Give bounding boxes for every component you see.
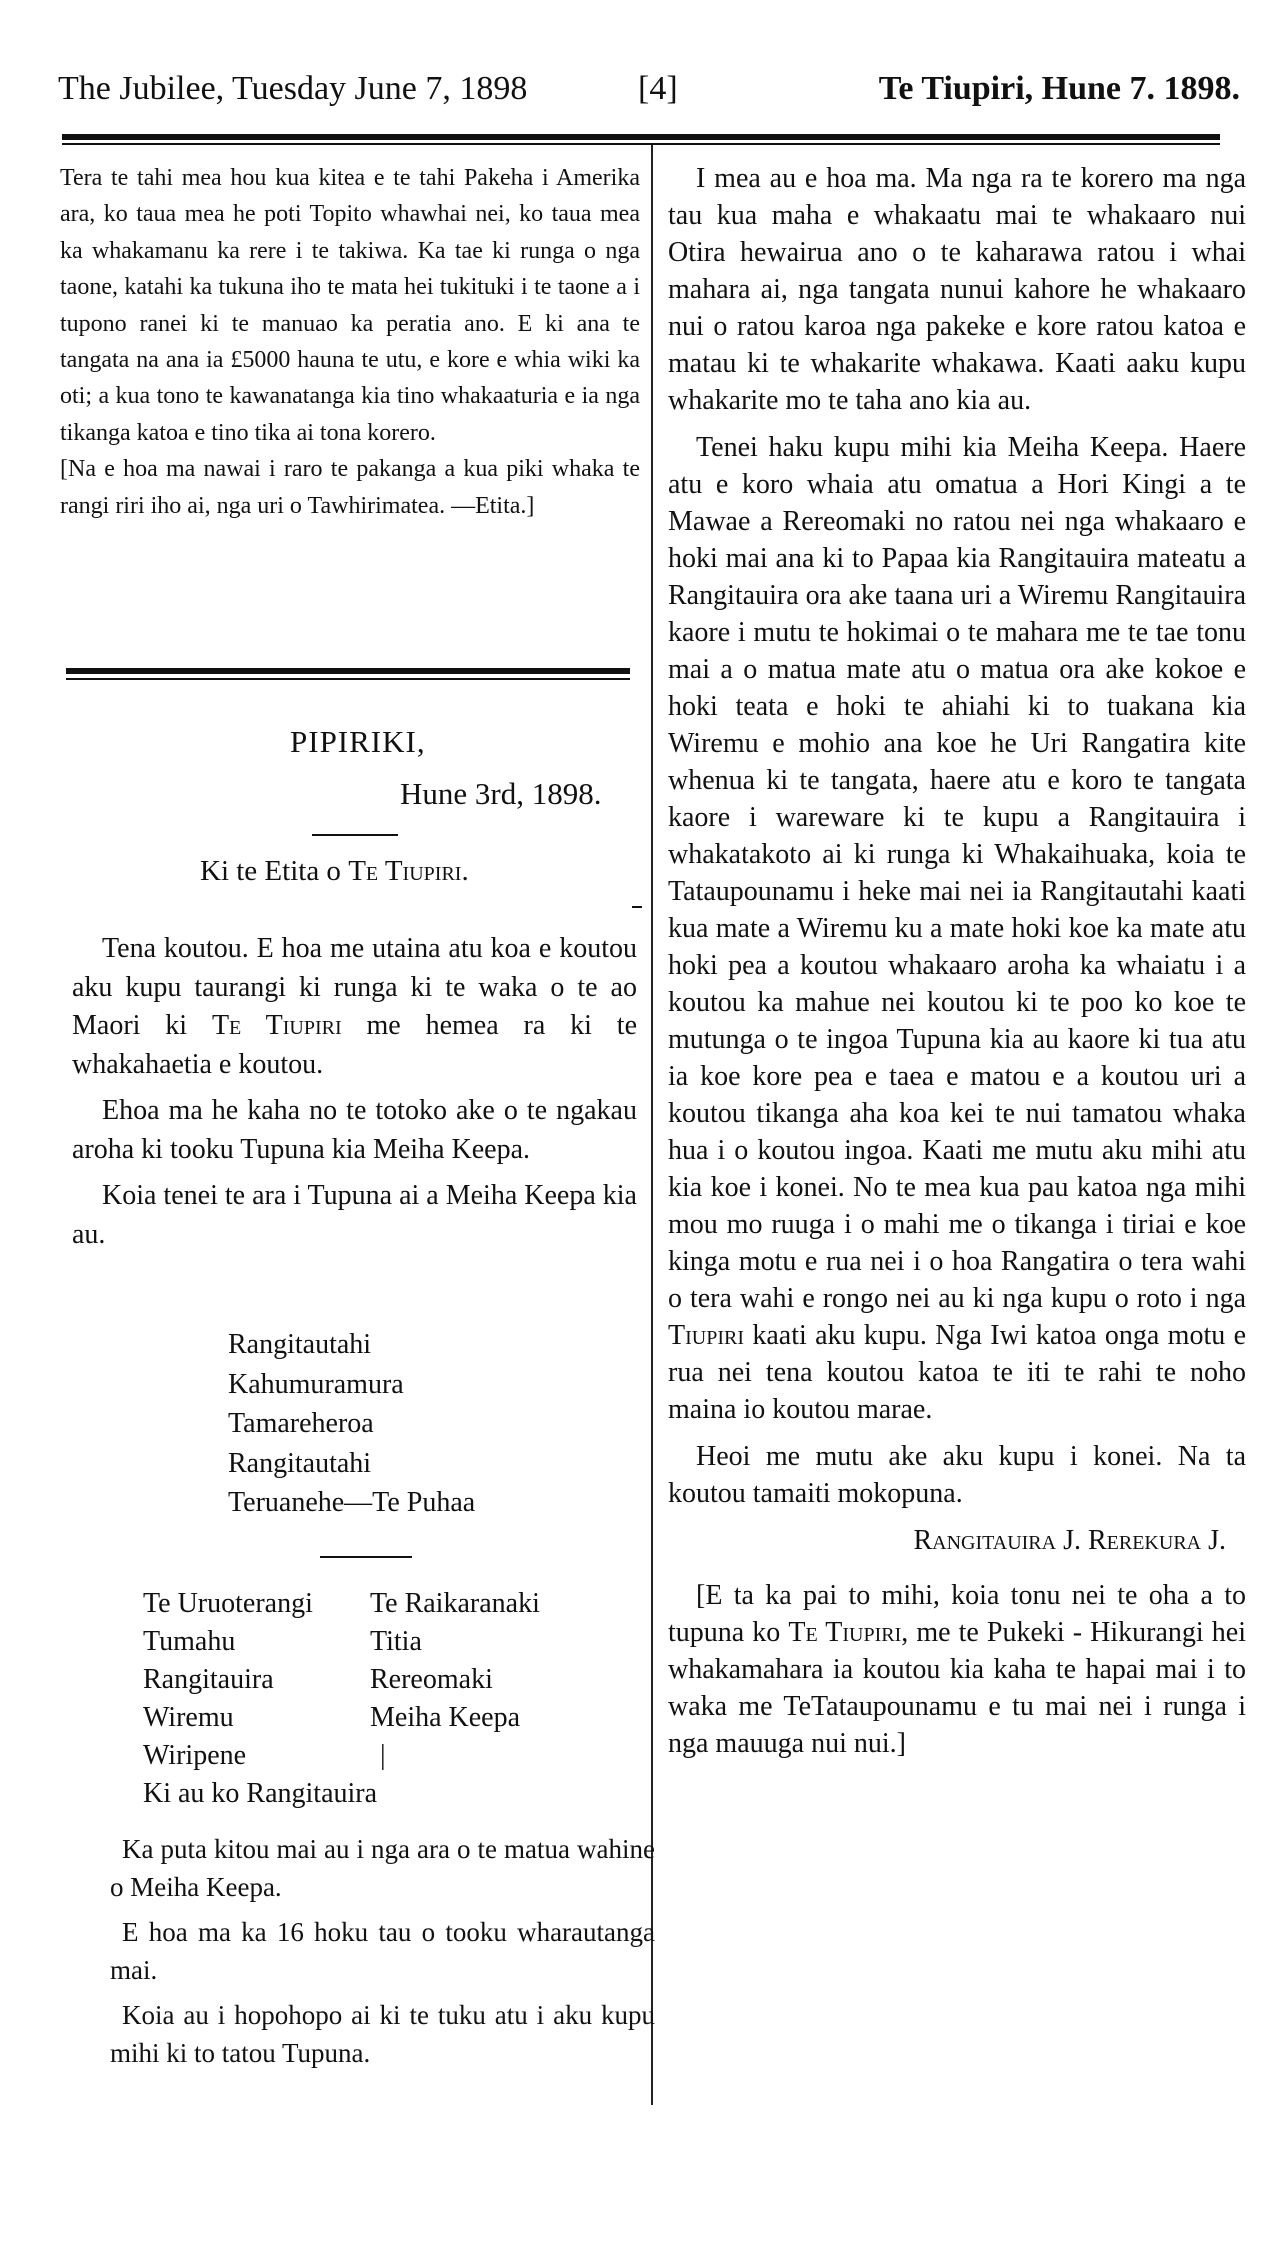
- editor-reply: [668, 1577, 1246, 1762]
- genealogy-item: Kahumuramura: [228, 1368, 404, 1400]
- genealogy-right: Te Raikaranaki: [370, 1588, 540, 1619]
- header-left: The Jubilee, Tuesday June 7, 1898: [58, 70, 528, 107]
- section-rule-thick: [66, 668, 630, 674]
- letter-paragraph: [72, 930, 637, 1084]
- section-rule-thin: [66, 678, 630, 680]
- reply-a: [E ta ka pai to mihi, koia tonu nei te oha a to tupuna ko: [668, 1580, 1246, 1648]
- letter-place: PIPIRIKI,: [290, 724, 426, 759]
- closing-paragraph: E hoa ma ka 16 hoku tau o tooku wharautanga mai.: [110, 1917, 655, 1985]
- genealogy-row: [143, 1737, 573, 1775]
- closing-paragraph: Ka puta kitou mai au i nga ara o te matua wahine o Meiha Keepa.: [110, 1834, 655, 1902]
- right-p2-b: kaati aku kupu. Nga Iwi katoa onga motu e rua nei tena koutou katoa te iti te rahi te noho maina io koutou marae.: [668, 1320, 1247, 1425]
- column-divider: [651, 145, 653, 2105]
- right-paragraph: [668, 429, 1246, 1428]
- genealogy-right: Titia: [370, 1626, 422, 1657]
- genealogy-item: Rangitautahi: [228, 1447, 372, 1479]
- salutation-paper: Te Tiupiri.: [348, 855, 469, 887]
- letter-paragraph: Ehoa ma he kaha no te totoko ake o te ngakau aroha ki tooku Tupuna kia Meiha Keepa.: [72, 1095, 637, 1165]
- salutation-prefix: Ki te Etita o: [200, 855, 341, 887]
- genealogy-left: Ki au ko Rangitauira: [143, 1778, 378, 1809]
- genealogy-left: Wiremu: [143, 1702, 234, 1733]
- genealogy-left: Wiripene: [143, 1740, 247, 1771]
- right-paragraph: Heoi me mutu ake aku kupu i konei. Na ta koutou tamaiti mokopuna.: [668, 1441, 1246, 1509]
- genealogy-left: Tumahu: [143, 1626, 236, 1657]
- short-rule: [320, 1556, 412, 1558]
- header-rule-thin: [62, 143, 1220, 145]
- genealogy-row: [143, 1661, 573, 1699]
- letter-paragraph: Koia tenei te ara i Tupuna ai a Meiha Keepa kia au.: [72, 1180, 637, 1250]
- genealogy-list: [228, 1325, 475, 1523]
- reply-paper: Te Tiupiri,: [788, 1617, 909, 1648]
- right-column: [668, 160, 1246, 1772]
- genealogy-left: Rangitauira: [143, 1664, 274, 1695]
- genealogy-row: [143, 1623, 573, 1661]
- genealogy-left: Te Uruoterangi: [143, 1588, 313, 1619]
- letter-p1-a: Tena koutou. E hoa me utaina atu koa e koutou aku kupu taurangi ki runga ki te waka o te ao Maori ki: [72, 933, 637, 1041]
- genealogy-row: [143, 1585, 573, 1623]
- letter-closing: [110, 1830, 655, 2079]
- genealogy-row: [143, 1699, 573, 1737]
- header-right: Te Tiupiri, Hune 7. 1898.: [878, 70, 1240, 107]
- right-paragraph: I mea au e hoa ma. Ma nga ra te korero ma nga tau kua maha e whakaatu mai te whakaaro nui Otira hewairua ano o te kaharawa ratou i whai mahara ai, nga tangata nunui kahore he whakaaro nui o ratou karoa nga pakeke e kore ratou katoa e matau ki te whakarite whakawa. Kaati aaku kupu whakarite mo te taha ano kia au.: [668, 163, 1246, 416]
- news-notice: [60, 160, 640, 524]
- closing-paragraph: Koia au i hopohopo ai ki te tuku atu i aku kupu mihi ki to tatou Tupuna.: [110, 2000, 655, 2068]
- left-column: [60, 160, 640, 524]
- page-header: [58, 70, 1240, 130]
- letter-body: [72, 930, 637, 1262]
- genealogy-right: |: [380, 1740, 386, 1771]
- letter-date: Hune 3rd, 1898.: [400, 776, 602, 811]
- genealogy-item: Tamareheroa: [228, 1408, 374, 1439]
- letter-p1-paper: Te Tiupiri: [211, 1010, 342, 1041]
- page-number: [4]: [638, 70, 678, 107]
- genealogy-right: Rereomaki: [370, 1664, 493, 1695]
- right-p2-a: Tenei haku kupu mihi kia Meiha Keepa. Haere atu e koro whaia atu omatua a Hori Kingi a te Mawae a Rereomaki no ratou nei nga whakaaro e hoki mai ana ki to Papaa kia Rangitauira mateatu a Rangitauira ora ake taana uri a Wiremu Rangitauira kaore i mutu te hokimai o te mahara me te tae tonu mai a o matua mate atu o matua ora ake kokoe e hoki teata e hoki te ahiahi ki to tuakana kia Wiremu e mohio ana koe he Uri Rangatira kite whenua ki te tangata, haere atu e koro te tangata kaore i wareware ki te kupu a Rangitauira i whakatakoto ai ki runga ki Whakaihuaka, koia te Tataupounamu i heke mai nei ia Rangitautahi kaati kua mate a Wiremu ku a mate hoki koe ka mate atu hoki pea a koutou whakaaro aroha ka whaiatu i a koutou ka mahue nei koutou ki te poo ko koe te mutunga o te ingoa Tupuna kia au kaore ki tua atu ia koe kore pea e taea e matou e a koutou uri a koutou tikanga aha koa kei te nui tamatou whaka hua i o koutou ingoa. Kaati me mutu aku mihi atu kia koe i konei. No te mea kua pau katoa nga mihi mou mo ruuga i o mahi me o tikanga i tiriai e koe kinga motu e rua nei i o hoa Rangatira o tera wahi o tera wahi e rongo nei au ki nga kupu o roto i nga: [668, 432, 1246, 1314]
- short-rule-mark: [632, 906, 642, 908]
- notice-text: Tera te tahi mea hou kua kitea e te tahi Pakeha i Amerika ara, ko taua mea he poti Topito whawhai nei, ko taua mea ka whakamanu ka rere i te takiwa. Ka tae ki runga o nga taone, katahi ka tukuna iho te mata hei tukituki i te taone a i tupono ranei ki te manuao ka peratia ano. E ki ana te tangata na ana ia £5000 hauna te utu, e kore e whia wiki ka oti; a kua tono te kawanatanga kia tino whakaaturia e ia nga tikanga katoa e tino tika ai tona korero.: [60, 165, 640, 446]
- letter-p1-b: me hemea ra ki te whakahaetia e koutou.: [72, 1010, 637, 1080]
- signature: Rangitauira J. Rerekura J.: [913, 1525, 1226, 1556]
- editor-note: [Na e hoa ma nawai i raro te pakanga a kua piki whaka te rangi riri iho ai, nga uri o Tawhirimatea. —Etita.]: [60, 456, 640, 519]
- genealogy-item: Teruanehe—Te Puhaa: [228, 1487, 476, 1518]
- genealogy-item: Rangitautahi: [228, 1329, 372, 1360]
- genealogy-two-columns: [143, 1585, 573, 1813]
- short-rule: [312, 834, 398, 836]
- genealogy-row: [143, 1775, 573, 1813]
- genealogy-right: Meiha Keepa: [370, 1702, 521, 1733]
- header-rule-thick: [62, 134, 1220, 140]
- reply-b: me te Pukeki - Hikurangi hei whakamahara ia koutou kia kaha te hapai mai i to waka me TeTataupounamu e tu mai nei i runga i nga mauuga nui nui.]: [668, 1617, 1246, 1759]
- right-p2-paper: Tiupiri: [668, 1320, 744, 1351]
- letter-salutation: [200, 855, 469, 888]
